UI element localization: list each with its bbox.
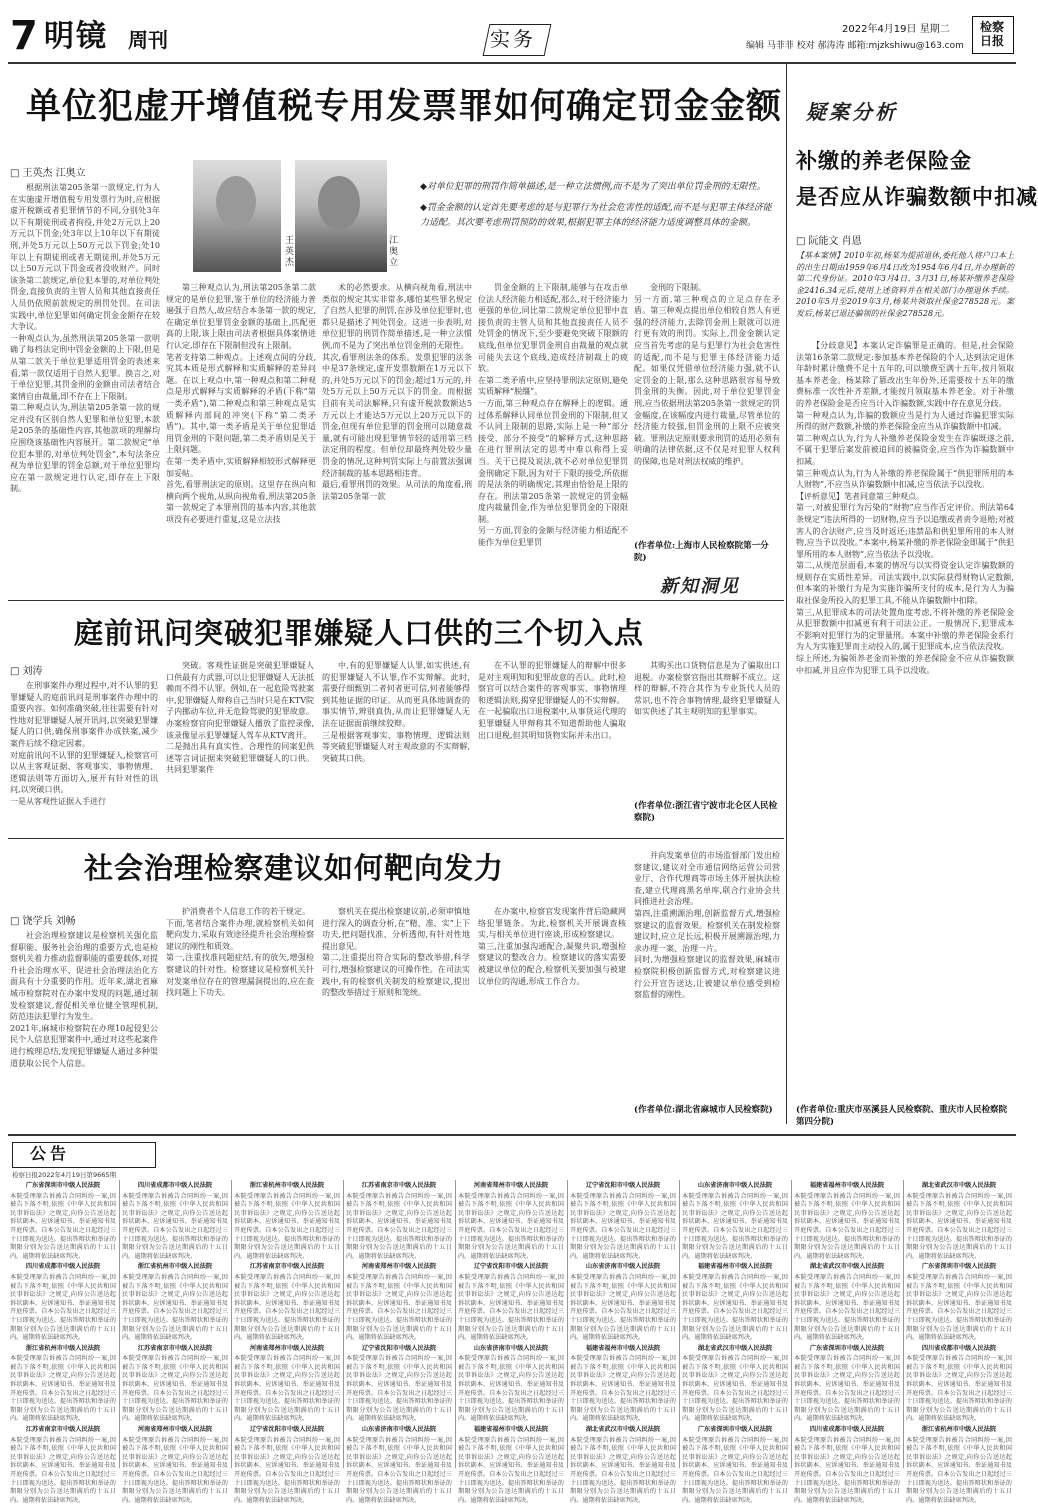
diamond-icon: ◆ (420, 203, 427, 213)
notice-court-name: 湖北省武汉市中级人民法院 (585, 1426, 661, 1434)
notice-court-name: 河南省郑州市中级人民法院 (473, 1182, 549, 1189)
article1-col3 (322, 282, 472, 592)
notice-column (10, 1180, 116, 1504)
notices-area (10, 1180, 1016, 1504)
notice-court-name: 浙江省杭州市中级人民法院 (25, 1344, 101, 1352)
notice-court-name: 四川省成都市中级人民法院 (809, 1426, 885, 1434)
right-column-divider (786, 64, 787, 1124)
notice-column (234, 1180, 340, 1504)
notices-top-rule (8, 1134, 1016, 1136)
notice-text: 本院受理原告诉被告合同纠纷一案,因被告下落不明,依照《中华人民共和国民事诉讼法》之规定,向你公告送达起诉状副本、应诉通知书、举证通知书及开庭传票。自本公告发出之日起经过三十日即视为送达。提出答辩状和举证的期限分别为公告送达期满后的十五日内。逾期将依法缺席判决。 (346, 1355, 452, 1423)
issue-date: 2022年4月19日 星期二 (842, 24, 950, 35)
highlight-2 (420, 201, 775, 231)
notice-text: 本院受理原告诉被告合同纠纷一案,因被告下落不明,依照《中华人民共和国民事诉讼法》之规定,向你公告送达起诉状副本、应诉通知书、举证通知书及开庭传票。自本公告发出之日起经过三十日即视为送达。提出答辩状和举证的期限分别为公告送达期满后的十五日内。逾期将依法缺席判决。 (458, 1436, 564, 1504)
notice-court-name: 广东省深圳市中级人民法院 (697, 1426, 773, 1434)
article3-col1-text: 在刑事案件办理过程中,对不认罪的犯罪嫌疑人的庭前讯问是刑事案件办理中的重要内容。如何准确突破,往往需要有针对性地对犯罪嫌疑人展开讯问,以突破犯罪嫌疑人的口供,确保刑事案件办成铁案,减少案件后续不稳定因素。 对庭前讯问不认罪的犯罪嫌疑人,检察官可以从主客观证据、客观事实、事物情理、逻辑法则等方面切入,展开有针对性的讯问,以突破口供。 一是从客观性证据入手进行 (10, 681, 158, 806)
paper-section-name: 明镜 (44, 19, 108, 54)
article2-author-note: (作者单位:重庆市巫溪县人民检察院、重庆市人民检察院第四分院) (796, 1105, 1008, 1127)
notice-column (346, 1180, 452, 1504)
article3-col1 (10, 680, 158, 830)
notice-court-name: 辽宁省沈阳市中级人民法院 (585, 1182, 661, 1189)
article3-author-note: (作者单位:浙江省宁波市北仑区人民检察院) (634, 801, 778, 823)
notice-court-name: 广东省深圳市中级人民法院 (809, 1344, 885, 1352)
notice-court-name: 河南省郑州市中级人民法院 (249, 1344, 325, 1352)
notice-divider (119, 1180, 120, 1468)
article1-highlights (420, 180, 775, 231)
author-photo-2-caption: 江奥立 (389, 236, 399, 268)
notice-text: 本院受理原告诉被告合同纠纷一案,因被告下落不明,依照《中华人民共和国民事诉讼法》之规定,向你公告送达起诉状副本、应诉通知书、举证通知书及开庭传票。自本公告发出之日起经过三十日即视为送达。提出答辩状和举证的期限分别为公告送达期满后的十五日内。逾期将依法缺席判决。 (10, 1192, 116, 1260)
notice-text: 本院受理原告诉被告合同纠纷一案,因被告下落不明,依照《中华人民共和国民事诉讼法》之规定,向你公告送达起诉状副本、应诉通知书、举证通知书及开庭传票。自本公告发出之日起经过三十日即视为送达。提出答辩状和举证的期限分别为公告送达期满后的十五日内。逾期将依法缺席判决。 (234, 1192, 340, 1260)
article4-col1 (10, 930, 158, 1126)
notice-court-name: 辽宁省沈阳市中级人民法院 (361, 1344, 437, 1352)
article1-col1-text: 根据刑法第205条第一款规定,行为人在实施虚开增值税专用发票行为时,应根据虚开税额或者犯罪情节的不同,分别处3年以下有期徒刑或者拘役,并处2万元以上20万元以下罚金;处3年以上10年以下有期徒刑,并处5万元以上50万元以下罚金;处10年以上有期徒刑或者无期徒刑,并处5万元以上50万元以下罚金或者没收财产。同时该条第二款规定,单位犯本罪的,对单位判处罚金,直接负责的主管人员和其他直接责任人员仍依照前款规定的刑罚处罚。在司法实践中,单位犯罪如何确定罚金金额存在较大争议。 一种观点认为,虽然刑法第205条第一款明确了每档法定刑中罚金金额的上下限,但是从第二款关于单位犯罪适用罚金的表述来看,第一款仅适用于自然人犯罪。换言之,对于单位犯罪,其罚金刑的金额由司法者结合案情自由裁量,即不存在上下限制。 第二种观点认为,刑法第205条第一款的规定并没有区别自然人犯罪和单位犯罪,本款是205条的基础性内容,其他款项的理解均应围绕该基础性内容展开。第二款规定“单位犯本罪的,对单位判处罚金”,本句法条应视为单位犯罪的罚金总额,对于单位犯罪均应在第一款规定进行认定,即存在上下限制。 (10, 183, 160, 494)
notice-text: 本院受理原告诉被告合同纠纷一案,因被告下落不明,依照《中华人民共和国民事诉讼法》之规定,向你公告送达起诉状副本、应诉通知书、举证通知书及开庭传票。自本公告发出之日起经过三十日即视为送达。提出答辩状和举证的期限分别为公告送达期满后的十五日内。逾期将依法缺席判决。 (906, 1436, 1012, 1504)
notice-divider (231, 1180, 232, 1468)
notice-column (682, 1180, 788, 1504)
notice-text: 本院受理原告诉被告合同纠纷一案,因被告下落不明,依照《中华人民共和国民事诉讼法》之规定,向你公告送达起诉状副本、应诉通知书、举证通知书及开庭传票。自本公告发出之日起经过三十日即视为送达。提出答辩状和举证的期限分别为公告送达期满后的十五日内。逾期将依法缺席判决。 (682, 1355, 788, 1423)
notice-text: 本院受理原告诉被告合同纠纷一案,因被告下落不明,依照《中华人民共和国民事诉讼法》之规定,向你公告送达起诉状副本、应诉通知书、举证通知书及开庭传票。自本公告发出之日起经过三十日即视为送达。提出答辩状和举证的期限分别为公告送达期满后的十五日内。逾期将依法缺席判决。 (122, 1355, 228, 1423)
article4-title: 社会治理检察建议如何靶向发力 (84, 851, 505, 885)
notice-court-name: 江苏省南京市中级人民法院 (361, 1182, 437, 1189)
article4-col2 (166, 906, 314, 1126)
notice-text: 本院受理原告诉被告合同纠纷一案,因被告下落不明,依照《中华人民共和国民事诉讼法》之规定,向你公告送达起诉状副本、应诉通知书、举证通知书及开庭传票。自本公告发出之日起经过三十日即视为送达。提出答辩状和举证的期限分别为公告送达期满后的十五日内。逾期将依法缺席判决。 (682, 1192, 788, 1260)
article1-col3-text: 术的必然要求。从横向视角看,刑法中类似的规定其实非常多,哪怕某些罪名规定了自然人犯罪的刑罚,在涉及单位犯罪时,也都只是描述了判处罚金。这进一步表明,对单位犯罪的刑罚作简单描述,是一种立法惯例,而不是为了突出单位罚金刑的无限性。 其次,看罪刑法条的体系。发票犯罪的法条中是37条规定,虚开发票数额在1万元以下的,并处5万元以下的罚金;超过1万元的,并处5万元以上50万元以下的罚金。而根据目前有关司法解释,只有虚开税款数额达5万元以上才能达5万元以上20万元以下的罚金,但现有单位犯罪的罚金刑可以随意裁量,就有可能出现犯罪情节轻的适用第三档法定刑的程度。但单位却最终判处较少量罚金的情况,这种判罚实际上与前置法强调经济制裁的基本思路相违背。 最后,看罪刑罚的效果。从司法的角度看,刑法第205条第一款 (322, 283, 472, 501)
notice-text: 本院受理原告诉被告合同纠纷一案,因被告下落不明,依照《中华人民共和国民事诉讼法》之规定,向你公告送达起诉状副本、应诉通知书、举证通知书及开庭传票。自本公告发出之日起经过三十日即视为送达。提出答辩状和举证的期限分别为公告送达期满后的十五日内。逾期将依法缺席判决。 (458, 1273, 564, 1342)
notice-text: 本院受理原告诉被告合同纠纷一案,因被告下落不明,依照《中华人民共和国民事诉讼法》之规定,向你公告送达起诉状副本、应诉通知书、举证通知书及开庭传票。自本公告发出之日起经过三十日即视为送达。提出答辩状和举证的期限分别为公告送达期满后的十五日内。逾期将依法缺席判决。 (346, 1273, 452, 1342)
article3-bottom-rule (8, 838, 784, 839)
article4-col3-text: 察机关在提出检察建议前,必须审慎地进行深入的调查分析,在“精、准、实”上下功夫,把问题找准、分析透彻,有针对性地提出意见。 第二,注重提出符合实际的整改举措,科学可行,增强检察建议的可操作性。在司法实践中,有的检察机关制发的检察建议,提出的整改举措过于原则和笼统。 (322, 907, 470, 998)
article1-byline: □ 王英杰 江奥立 (10, 164, 86, 179)
article4-col4-text: 在办案中,检察官发现案件背后隐藏网络犯罪链条。为此,检察机关开展调查核实,与相关单位进行座谈,形成检察建议。 第三,注重加强沟通配合,凝聚共识,增强检察建议的整改合力。检察建议的落实需要被建议单位的配合,检察机关要加强与被建议单位的沟通,形成工作合力。 (478, 907, 626, 986)
author-photo-1-caption: 王英杰 (285, 236, 295, 268)
article1-col4-text: 罚金金额的上下限制,能够与在攻击单位法人经济能力相适配,那么,对于经济能力更强的单位,同比第二款规定单位犯罪中直接负责的主管人员和其他直接责任人员不处罚金的情况下,至少要避免突破下限额的底线,但单位犯罪罚金刑自由裁量的观点就可能失去这个底线,造成经济制裁上的疲软。 在第二类矛盾中,应坚持罪刑法定原则,避免实质解释“脱缰”。 一方面,第三种观点存在解释上的逻辑。通过体系解释认同单位罚金刑的下限制,但又不认同上限制的思路,实际上是一种“部分接受、部分不接受”的解释方式,这种思路在进行罪刑法定的思考中难以称得上妥当。关于已提及说法,就不必对单位犯罪罚金刑确定下限,因为对于下限的接受,所依据的是法条的明确规定,其理由恰恰是上限的存在。刑法第205条第一款规定的罚金幅度内裁量罚金,作为单位犯罪罚金的下限限制。 另一方面,罚金的金额与经济能力相适配不能作为单位犯罪罚 (478, 283, 628, 548)
notice-divider (455, 1180, 456, 1468)
highlight-1 (420, 180, 775, 195)
notice-court-name: 浙江省杭州市中级人民法院 (137, 1263, 213, 1271)
notice-court-name: 广东省深圳市中级人民法院 (921, 1263, 997, 1271)
notice-text: 本院受理原告诉被告合同纠纷一案,因被告下落不明,依照《中华人民共和国民事诉讼法》之规定,向你公告送达起诉状副本、应诉通知书、举证通知书及开庭传票。自本公告发出之日起经过三十日即视为送达。提出答辩状和举证的期限分别为公告送达期满后的十五日内。逾期将依法缺席判决。 (906, 1273, 1012, 1342)
notice-court-name: 四川省成都市中级人民法院 (25, 1263, 101, 1271)
notices-label: 公告 (30, 1144, 71, 1163)
notice-court-name: 山东省济南市中级人民法院 (585, 1263, 661, 1271)
article4-col2-text: 护消费者个人信息工作的若干规定。 下面,笔者结合案件办理,就检察机关如何靶向发力,采取有效途径提升社会治理检察建议的刚性和质效。 第一,注重找准问题症结,有的放矢,增强检察建议的针对性。检察建议是检察机关针对发案单位存在的管理漏洞提出的,应在查找问题上下功夫。 (166, 907, 314, 998)
notice-text: 本院受理原告诉被告合同纠纷一案,因被告下落不明,依照《中华人民共和国民事诉讼法》之规定,向你公告送达起诉状副本、应诉通知书、举证通知书及开庭传票。自本公告发出之日起经过三十日即视为送达。提出答辩状和举证的期限分别为公告送达期满后的十五日内。逾期将依法缺席判决。 (234, 1355, 340, 1423)
notice-court-name: 福建省福州市中级人民法院 (809, 1182, 885, 1189)
section-label: 实务 (490, 27, 536, 51)
notice-court-name: 辽宁省沈阳市中级人民法院 (473, 1263, 549, 1271)
notice-text: 本院受理原告诉被告合同纠纷一案,因被告下落不明,依照《中华人民共和国民事诉讼法》之规定,向你公告送达起诉状副本、应诉通知书、举证通知书及开庭传票。自本公告发出之日起经过三十日即视为送达。提出答辩状和举证的期限分别为公告送达期满后的十五日内。逾期将依法缺席判决。 (682, 1436, 788, 1504)
notice-text: 本院受理原告诉被告合同纠纷一案,因被告下落不明,依照《中华人民共和国民事诉讼法》之规定,向你公告送达起诉状副本、应诉通知书、举证通知书及开庭传票。自本公告发出之日起经过三十日即视为送达。提出答辩状和举证的期限分别为公告送达期满后的十五日内。逾期将依法缺席判决。 (794, 1273, 900, 1342)
article4-col1-text: 社会治理检察建议是检察机关强化监督职能、服务社会治理的重要方式,也是检察机关着力推动监督职能的重要载体,对提升社会治理水平、促进社会治理法治化方面具有十分重要的作用。近年来,湖北省麻城市检察院对在办案中发现的问题,通过制发检察建议,督促相关单位健全管理机制,防范违法犯罪行为发生。 2021年,麻城市检察院在办理10起侵犯公民个人信息犯罪案件中,通过对这些起案件进行梳理总结,发现犯罪嫌疑人通过多种渠道获取公民个人信息。 (10, 931, 158, 1068)
article3-col4 (478, 660, 626, 830)
notice-text: 本院受理原告诉被告合同纠纷一案,因被告下落不明,依照《中华人民共和国民事诉讼法》之规定,向你公告送达起诉状副本、应诉通知书、举证通知书及开庭传票。自本公告发出之日起经过三十日即视为送达。提出答辩状和举证的期限分别为公告送达期满后的十五日内。逾期将依法缺席判决。 (122, 1192, 228, 1260)
article3-col3-text: 中,有的犯罪嫌疑人认罪,如实供述,有的犯罪嫌疑人不认罪,作不实辩解。此时,需要仔细甄别二者何者更可信,何者能够得到其他证据的印证。从而更具体地调查的事实情节,辨别真伪,从而让犯罪嫌疑人无法在证据面前继续狡辩。 三是根据客观事实、事物情理、逻辑法则等突破犯罪嫌疑人对主观故意的不实辩解,突破其口供。 (322, 661, 470, 763)
article1-title: 单位犯虚开增值税专用发票罪如何确定罚金金额 (26, 86, 783, 127)
highlight-2-text: 罚金金额的认定首先要考虑的是与犯罪行为社会危害性的适配,而不是与犯罪主体经济能力适配。其次要考虑刑罚预防的效果,根据犯罪主体的经济能力适度调整具体的金额。 (420, 203, 772, 228)
article2-body (796, 340, 1014, 1106)
notice-text: 本院受理原告诉被告合同纠纷一案,因被告下落不明,依照《中华人民共和国民事诉讼法》之规定,向你公告送达起诉状副本、应诉通知书、举证通知书及开庭传票。自本公告发出之日起经过三十日即视为送达。提出答辩状和举证的期限分别为公告送达期满后的十五日内。逾期将依法缺席判决。 (10, 1273, 116, 1342)
notice-court-name: 浙江省杭州市中级人民法院 (249, 1182, 325, 1189)
notice-text: 本院受理原告诉被告合同纠纷一案,因被告下落不明,依照《中华人民共和国民事诉讼法》之规定,向你公告送达起诉状副本、应诉通知书、举证通知书及开庭传票。自本公告发出之日起经过三十日即视为送达。提出答辩状和举证的期限分别为公告送达期满后的十五日内。逾期将依法缺席判决。 (570, 1273, 676, 1342)
notice-text: 本院受理原告诉被告合同纠纷一案,因被告下落不明,依照《中华人民共和国民事诉讼法》之规定,向你公告送达起诉状副本、应诉通知书、举证通知书及开庭传票。自本公告发出之日起经过三十日即视为送达。提出答辩状和举证的期限分别为公告送达期满后的十五日内。逾期将依法缺席判决。 (458, 1355, 564, 1423)
notice-court-name: 江苏省南京市中级人民法院 (249, 1263, 325, 1271)
article3-col5-text: 其购买出口货物信息是为了骗取出口退税。办案检察官指出其辩解不成立。这样的辩解,不符合其作为专业货代人员的常识,也不符合事物情理,最终犯罪嫌疑人如实供述了其主观明知的犯罪事实。 (634, 661, 780, 717)
notice-court-name: 山东省济南市中级人民法院 (361, 1426, 437, 1434)
notice-text: 本院受理原告诉被告合同纠纷一案,因被告下落不明,依照《中华人民共和国民事诉讼法》之规定,向你公告送达起诉状副本、应诉通知书、举证通知书及开庭传票。自本公告发出之日起经过三十日即视为送达。提出答辩状和举证的期限分别为公告送达期满后的十五日内。逾期将依法缺席判决。 (906, 1355, 1012, 1423)
notice-divider (679, 1180, 680, 1468)
notices-sub: 检察日报2022年4月19日第9665期 (12, 1171, 116, 1179)
notice-court-name: 福建省福州市中级人民法院 (697, 1263, 773, 1271)
article4-col5-text: 并向发案单位的市场监督部门发出检察建议,建议对全市通信网络运营公司营业厅、合作代理商等市场主体开展执法检查,建立代理商黑名单库,联合行业协会共同推进社会治理。 第四,注重溯源治理,创新监督方式,增强检察建议的监督效果。检察机关在制发检察建议时,应立足长远,积极开展溯源治理,力求办理一案、治理一片。 同时,为增强检察建议的监督效果,麻城市检察院积极创新监督方式,对检察建议进行公开宣告送达,让被建议单位感受到检察监督的刚性。 (634, 851, 780, 1000)
xinzhi-label: 新知洞见 (660, 576, 740, 597)
article1-col4 (478, 282, 628, 592)
notice-text: 本院受理原告诉被告合同纠纷一案,因被告下落不明,依照《中华人民共和国民事诉讼法》之规定,向你公告送达起诉状副本、应诉通知书、举证通知书及开庭传票。自本公告发出之日起经过三十日即视为送达。提出答辩状和举证的期限分别为公告送达期满后的十五日内。逾期将依法缺席判决。 (10, 1355, 116, 1423)
article4-col3 (322, 906, 470, 1126)
notice-column (906, 1180, 1012, 1504)
notice-column (794, 1180, 900, 1504)
article3-col4-text: 在不认罪的犯罪嫌疑人的辩解中很多是对主观明知和犯罪故意的否认。此时,检察官可以结合案件的客观事实、事物情理和逻辑法则,揭穿犯罪嫌疑人的不实辩解。 在一起骗取出口退税案中,从事货运代理的犯罪嫌疑人甲辩称其不知道帮助他人骗取出口退税,但其明知货物实际并未出口。 (478, 661, 626, 740)
article4-author-note: (作者单位:湖北省麻城市人民检察院) (634, 1105, 773, 1115)
notice-text: 本院受理原告诉被告合同纠纷一案,因被告下落不明,依照《中华人民共和国民事诉讼法》之规定,向你公告送达起诉状副本、应诉通知书、举证通知书及开庭传票。自本公告发出之日起经过三十日即视为送达。提出答辩状和举证的期限分别为公告送达期满后的十五日内。逾期将依法缺席判决。 (794, 1355, 900, 1423)
notice-text: 本院受理原告诉被告合同纠纷一案,因被告下落不明,依照《中华人民共和国民事诉讼法》之规定,向你公告送达起诉状副本、应诉通知书、举证通知书及开庭传票。自本公告发出之日起经过三十日即视为送达。提出答辩状和举证的期限分别为公告送达期满后的十五日内。逾期将依法缺席判决。 (122, 1273, 228, 1342)
notice-divider (791, 1180, 792, 1468)
notice-column (458, 1180, 564, 1504)
article3-col5 (634, 660, 780, 790)
notice-text: 本院受理原告诉被告合同纠纷一案,因被告下落不明,依照《中华人民共和国民事诉讼法》之规定,向你公告送达起诉状副本、应诉通知书、举证通知书及开庭传票。自本公告发出之日起经过三十日即视为送达。提出答辩状和举证的期限分别为公告送达期满后的十五日内。逾期将依法缺席判决。 (682, 1273, 788, 1342)
editors-line: 编辑 马菲菲 校对 郝涛涛 邮箱:mjzkshiwu@163.com (746, 41, 964, 51)
notice-text: 本院受理原告诉被告合同纠纷一案,因被告下落不明,依照《中华人民共和国民事诉讼法》之规定,向你公告送达起诉状副本、应诉通知书、举证通知书及开庭传票。自本公告发出之日起经过三十日即视为送达。提出答辩状和举证的期限分别为公告送达期满后的十五日内。逾期将依法缺席判决。 (570, 1436, 676, 1504)
article2-case-summary: 【基本案情】2010年初,杨某为提前退休,委托他人将户口本上的出生日期由1959年6月4日改为1954年6月4日,并办理新的第二代身份证。2010年3月4日、3月31日,杨某补缴养老保险金2416.34元后,使用上述资料并在相关部门办理退休手续。2010年5月至2019年3月,杨某共领取社保金278528元。案发后,杨某已退还骗领的社保金278528元。 (796, 251, 1014, 318)
author-photo-2-face (318, 176, 360, 230)
article1-bottom-rule (8, 600, 784, 601)
notice-text: 本院受理原告诉被告合同纠纷一案,因被告下落不明,依照《中华人民共和国民事诉讼法》之规定,向你公告送达起诉状副本、应诉通知书、举证通知书及开庭传票。自本公告发出之日起经过三十日即视为送达。提出答辩状和举证的期限分别为公告送达期满后的十五日内。逾期将依法缺席判决。 (10, 1436, 116, 1504)
notice-text: 本院受理原告诉被告合同纠纷一案,因被告下落不明,依照《中华人民共和国民事诉讼法》之规定,向你公告送达起诉状副本、应诉通知书、举证通知书及开庭传票。自本公告发出之日起经过三十日即视为送达。提出答辩状和举证的期限分别为公告送达期满后的十五日内。逾期将依法缺席判决。 (570, 1355, 676, 1423)
notice-court-name: 福建省福州市中级人民法院 (473, 1426, 549, 1434)
notice-court-name: 山东省济南市中级人民法院 (697, 1182, 773, 1189)
notice-text: 本院受理原告诉被告合同纠纷一案,因被告下落不明,依照《中华人民共和国民事诉讼法》之规定,向你公告送达起诉状副本、应诉通知书、举证通知书及开庭传票。自本公告发出之日起经过三十日即视为送达。提出答辩状和举证的期限分别为公告送达期满后的十五日内。逾期将依法缺席判决。 (234, 1273, 340, 1342)
article1-col2-text: 第三种观点认为,刑法第205条第二款规定的是单位犯罪,鉴于单位的经济能力普遍强于自然人,故应结合本条第一款的规定,在确定单位犯罪罚金金额的基础上,匹配更高的上限,该上限由司法者根据具体案情进行认定,即存在下限制但没有上限制。 笔者支持第二种观点。上述观点间的分歧,究其本质是形式解释和实质解释的差异问题。在以上观点中,第一种观点和第二种观点是形式解释与实质解释的矛盾(下称“第一类矛盾”),第二种观点和第三种观点是实质解释内部间的冲突(下称“第二类矛盾”)。其中,第一类矛盾是关于单位犯罪适用罚金刑的下限问题,第二类矛盾则是关于上限问题。 在第一类矛盾中,实质解释相较形式解释更加妥帖。 首先,看罪刑法定的原则。这里存在纵向和横向两个视角,从纵向视角看,刑法第205条第一款规定了本罪刑罚的基本内容,其他款项没有必要进行重复,这是立法技 (166, 283, 316, 524)
article1-col5-text: 金刑的下限制。 另一方面,第三种观点的立足点存在矛盾。第三种观点提出单位相较自然人有更强的经济能力,去除罚金刑上限就可以进行更有效的刑罚。实际上,罚金金额认定应当首先考虑的是与犯罪行为社会危害性的适配,而不是与犯罪主体经济能力适配。如果仅凭借单位经济能力强,就不认定罚金的上限,那么这种思路很容易导致罚金刑的失衡。因此,对于单位犯罪罚金刑,应当依据刑法第205条第一款规定的罚金幅度,在该幅度内进行裁量,尽管单位的经济能力较强,但罚金刑的上限不应被突破。罪刑法定原则要求刑罚的适用必须有明确的法律依据,这不仅是对犯罪人权利的保障,也是对刑法权威的维护。 (634, 283, 780, 466)
article3-title: 庭前讯问突破犯罪嫌疑人口供的三个切入点 (74, 616, 645, 650)
notice-court-name: 湖北省武汉市中级人民法院 (809, 1263, 885, 1271)
notice-court-name: 四川省成都市中级人民法院 (921, 1344, 997, 1352)
article1-author-note: (作者单位:上海市人民检察院第一分院) (634, 541, 769, 563)
article4-byline: □ 饶学兵 刘畅 (10, 912, 76, 927)
article2-byline: □ 阮能文 肖恩 (796, 232, 862, 247)
notice-divider (567, 1180, 568, 1468)
notice-court-name: 河南省郑州市中级人民法院 (137, 1426, 213, 1434)
notice-court-name: 江苏省南京市中级人民法院 (25, 1426, 101, 1434)
notice-text: 本院受理原告诉被告合同纠纷一案,因被告下落不明,依照《中华人民共和国民事诉讼法》之规定,向你公告送达起诉状副本、应诉通知书、举证通知书及开庭传票。自本公告发出之日起经过三十日即视为送达。提出答辩状和举证的期限分别为公告送达期满后的十五日内。逾期将依法缺席判决。 (794, 1192, 900, 1260)
notice-court-name: 福建省福州市中级人民法院 (585, 1344, 661, 1352)
article2-title-line1: 补缴的养老保险金 (796, 148, 972, 173)
notice-text: 本院受理原告诉被告合同纠纷一案,因被告下落不明,依照《中华人民共和国民事诉讼法》之规定,向你公告送达起诉状副本、应诉通知书、举证通知书及开庭传票。自本公告发出之日起经过三十日即视为送达。提出答辩状和举证的期限分别为公告送达期满后的十五日内。逾期将依法缺席判决。 (906, 1192, 1012, 1260)
notice-text: 本院受理原告诉被告合同纠纷一案,因被告下落不明,依照《中华人民共和国民事诉讼法》之规定,向你公告送达起诉状副本、应诉通知书、举证通知书及开庭传票。自本公告发出之日起经过三十日即视为送达。提出答辩状和举证的期限分别为公告送达期满后的十五日内。逾期将依法缺席判决。 (570, 1192, 676, 1260)
notice-court-name: 广东省深圳市中级人民法院 (25, 1182, 101, 1189)
article1-col2 (166, 282, 316, 592)
article1-col5 (634, 282, 780, 532)
masthead-rule (8, 62, 1016, 64)
notice-column (122, 1180, 228, 1504)
notice-court-name: 河南省郑州市中级人民法院 (361, 1263, 437, 1271)
diamond-icon: ◆ (420, 182, 427, 192)
article3-byline: □ 刘涛 (10, 662, 42, 677)
article4-col5 (634, 850, 780, 1102)
notice-text: 本院受理原告诉被告合同纠纷一案,因被告下落不明,依照《中华人民共和国民事诉讼法》之规定,向你公告送达起诉状副本、应诉通知书、举证通知书及开庭传票。自本公告发出之日起经过三十日即视为送达。提出答辩状和举证的期限分别为公告送达期满后的十五日内。逾期将依法缺席判决。 (458, 1192, 564, 1260)
notice-court-name: 湖北省武汉市中级人民法院 (697, 1344, 773, 1352)
article2-body-text: 【分歧意见】本案认定诈骗罪是正确的。但是,社会保险法第16条第二款规定:参加基本养老保险的个人,达到法定退休年龄时累计缴费不足十五年的,可以缴费至满十五年,按月领取基本养老金。杨某除了篡改出生年份外,还需要按十五年的缴费标准一次性补齐差额,才能按月领取基本养老金。对于补缴的养老保险金是否应当计入诈骗数额,实践中存在意见分歧。 第一种观点认为,诈骗的数额应当是行为人通过诈骗犯罪实际所得的财产数额,补缴的养老保险金应当从诈骗数额中扣减。 第二种观点认为,行为人补缴养老保险金发生在诈骗既遂之前,不属于犯罪后案发前被追回的被骗资金,应当作为诈骗数额中扣减。 第三种观点认为,行为人补缴的养老保险属于“供犯罪所用的本人财物”,不应当从诈骗数额中扣减,应当依法予以没收。 【评析意见】笔者同意第三种观点。 第一,对被犯罪行为污染的“财物”应当作否定评价。刑法第64条规定“违法所得的一切财物,应当予以追缴或者责令退赔;对被害人的合法财产,应当及时返还;违禁品和供犯罪所用的本人财物,应当予以没收。”本案中,杨某补缴的养老保险金即属于“供犯罪所用的本人财物”,应当依法予以没收。 第二,从规范层面看,本案的情况与以实得资金认定诈骗数额的规则存在实质性差异。司法实践中,以实际获得财物认定数额,但本案的补缴行为是为实施诈骗所支付的成本,是行为人为骗取社保金所投入的犯罪工具,不能从诈骗数额中扣除。 第三,从犯罪成本的司法处置角度考虑,不将补缴的养老保险金从犯罪数额中扣减更有利于司法公正。一般情况下,犯罪成本不影响对犯罪行为的定罪量刑。本案中补缴的养老保险金系行为人为实施犯罪而主动投入的,属于犯罪成本,应当依法没收。 综上所述,为骗领养老金而补缴的养老保险金不应从诈骗数额中扣减,并且应作为犯罪工具予以没收。 (796, 341, 1014, 675)
article3-col2-text: 突破。客观性证据是突破犯罪嫌疑人口供最有力武器,可以让犯罪嫌疑人无法抵赖而不得不认罪。例如,在一起危险驾驶案中,犯罪嫌疑人辩称自己当时只是在KTV院子内挪动车位,并无危险驾驶的犯罪故意。办案检察官向犯罪嫌疑人播放了监控录像,该录像显示犯罪嫌疑人驾车从KTV离开。 二是抛出具有真实性、合理性的同案犯供述等言词证据来突破犯罪嫌疑人的口供。共同犯罪案件 (166, 661, 314, 775)
notice-column (570, 1180, 676, 1504)
notice-divider (343, 1180, 344, 1468)
notice-court-name: 浙江省杭州市中级人民法院 (921, 1426, 997, 1434)
page-number: 7 (10, 13, 38, 59)
highlight-1-text: 对单位犯罪的刑罚作简单描述,是一种立法惯例,而不是为了突出单位罚金刑的无限性。 (426, 182, 766, 192)
notice-text: 本院受理原告诉被告合同纠纷一案,因被告下落不明,依照《中华人民共和国民事诉讼法》之规定,向你公告送达起诉状副本、应诉通知书、举证通知书及开庭传票。自本公告发出之日起经过三十日即视为送达。提出答辩状和举证的期限分别为公告送达期满后的十五日内。逾期将依法缺席判决。 (234, 1436, 340, 1504)
article3-col3 (322, 660, 470, 830)
notice-text: 本院受理原告诉被告合同纠纷一案,因被告下落不明,依照《中华人民共和国民事诉讼法》之规定,向你公告送达起诉状副本、应诉通知书、举证通知书及开庭传票。自本公告发出之日起经过三十日即视为送达。提出答辩状和举证的期限分别为公告送达期满后的十五日内。逾期将依法缺席判决。 (122, 1436, 228, 1504)
paper-logo-text: 检察日报 (979, 20, 1004, 48)
notice-text: 本院受理原告诉被告合同纠纷一案,因被告下落不明,依照《中华人民共和国民事诉讼法》之规定,向你公告送达起诉状副本、应诉通知书、举证通知书及开庭传票。自本公告发出之日起经过三十日即视为送达。提出答辩状和举证的期限分别为公告送达期满后的十五日内。逾期将依法缺席判决。 (794, 1436, 900, 1504)
notice-court-name: 四川省成都市中级人民法院 (137, 1182, 213, 1189)
notice-text: 本院受理原告诉被告合同纠纷一案,因被告下落不明,依照《中华人民共和国民事诉讼法》之规定,向你公告送达起诉状副本、应诉通知书、举证通知书及开庭传票。自本公告发出之日起经过三十日即视为送达。提出答辩状和举证的期限分别为公告送达期满后的十五日内。逾期将依法缺席判决。 (346, 1192, 452, 1260)
notice-court-name: 湖北省武汉市中级人民法院 (921, 1182, 997, 1189)
article2-title-line2: 是否应从诈骗数额中扣减 (796, 184, 1038, 209)
notice-court-name: 山东省济南市中级人民法院 (473, 1344, 549, 1352)
article4-col4 (478, 906, 626, 1126)
author-photo-1-face (216, 176, 256, 228)
notice-court-name: 江苏省南京市中级人民法院 (137, 1344, 213, 1352)
article1-col1 (10, 182, 160, 592)
notice-divider (903, 1180, 904, 1468)
article3-col2 (166, 660, 314, 830)
notice-text: 本院受理原告诉被告合同纠纷一案,因被告下落不明,依照《中华人民共和国民事诉讼法》之规定,向你公告送达起诉状副本、应诉通知书、举证通知书及开庭传票。自本公告发出之日起经过三十日即视为送达。提出答辩状和举证的期限分别为公告送达期满后的十五日内。逾期将依法缺席判决。 (346, 1436, 452, 1504)
yian-label: 疑案分析 (806, 100, 898, 124)
weekly-label: 周刊 (128, 28, 168, 52)
notice-court-name: 辽宁省沈阳市中级人民法院 (249, 1426, 325, 1434)
